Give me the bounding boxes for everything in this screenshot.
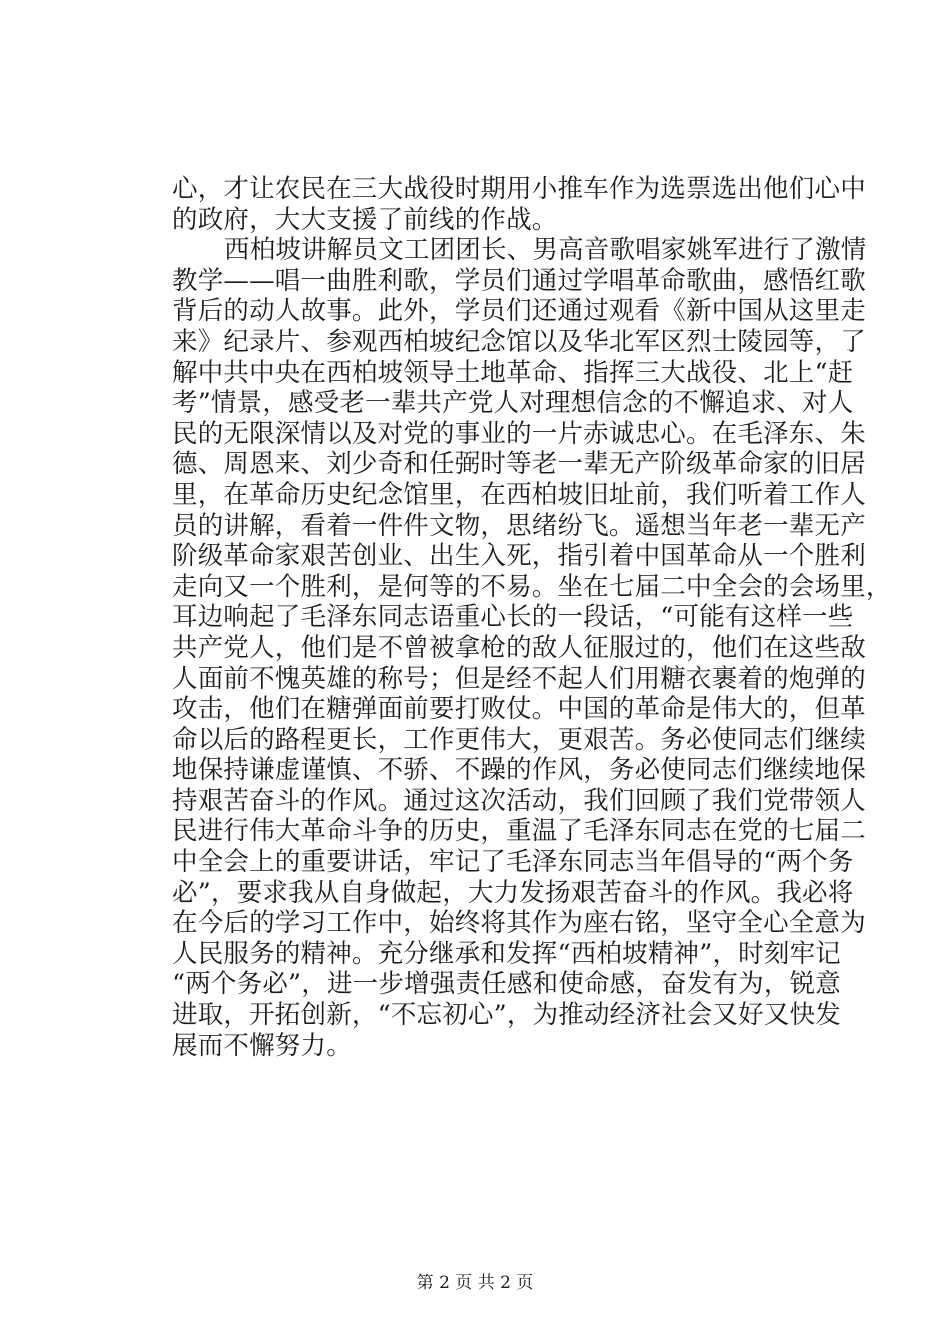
text-line: 民的无限深情以及对党的事业的一片赤诚忠心。在毛泽东、朱 xyxy=(172,418,866,449)
text-line: 展而不懈努力。 xyxy=(172,1030,352,1061)
text-line: 地保持谦虚谨慎、不骄、不躁的作风，务必使同志们继续地保 xyxy=(172,755,866,786)
text-line: 进取，开拓创新，“不忘初心”，为推动经济社会又好又快发 xyxy=(172,1000,841,1031)
text-line: 员的讲解，看着一件件文物，思绪纷飞。遥想当年老一辈无产 xyxy=(172,510,866,541)
text-line: 解中共中央在西柏坡领导土地革命、指挥三大战役、北上“赶 xyxy=(172,357,854,388)
text-line: 走向又一个胜利，是何等的不易。坐在七届二中全会的会场里， xyxy=(172,571,892,602)
text-line: 攻击，他们在糖弹面前要打败仗。中国的革命是伟大的，但革 xyxy=(172,694,866,725)
text-line: 心，才让农民在三大战役时期用小推车作为选票选出他们心中 xyxy=(172,174,866,204)
text-line: 必”，要求我从自身做起，大力发扬艰苦奋斗的作风。我必将 xyxy=(172,877,854,908)
text-line: 人民服务的精神。充分继承和发挥“西柏坡精神”，时刻牢记 xyxy=(172,938,841,969)
text-line: 持艰苦奋斗的作风。通过这次活动，我们回顾了我们党带领人 xyxy=(172,785,866,816)
text-line: 共产党人，他们是不曾被拿枪的敌人征服过的，他们在这些敌 xyxy=(172,632,866,663)
paragraph xyxy=(172,235,892,1061)
text-line: 来》纪录片、参观西柏坡纪念馆以及华北军区烈士陵园等，了 xyxy=(172,326,866,357)
text-line: 中全会上的重要讲话，牢记了毛泽东同志当年倡导的“两个务 xyxy=(172,847,854,878)
text-line: 德、周恩来、刘少奇和任弼时等老一辈无产阶级革命家的旧居 xyxy=(172,449,866,480)
text-line: 人面前不愧英雄的称号；但是经不起人们用糖衣裹着的炮弹的 xyxy=(172,663,866,694)
text-line: 阶级革命家艰苦创业、出生入死，指引着中国革命从一个胜利 xyxy=(172,541,866,572)
text-line: “两个务必”，进一步增强责任感和使命感，奋发有为，锐意 xyxy=(172,969,841,1000)
paragraph xyxy=(172,174,866,235)
page-footer: 第 2 页 共 2 页 xyxy=(416,1273,534,1293)
text-line: 考”情景，感受老一辈共产党人对理想信念的不懈追求、对人 xyxy=(172,388,854,419)
text-line: 里，在革命历史纪念馆里，在西柏坡旧址前，我们听着工作人 xyxy=(172,479,866,510)
text-line: 耳边响起了毛泽东同志语重心长的一段话，“可能有这样一些 xyxy=(172,602,854,633)
document-body xyxy=(172,174,892,1061)
text-line: 背后的动人故事。此外，学员们还通过观看《新中国从这里走 xyxy=(172,296,866,327)
text-line: 西柏坡讲解员文工团团长、男高音歌唱家姚军进行了激情 xyxy=(224,235,867,266)
text-line: 在今后的学习工作中，始终将其作为座右铭，坚守全心全意为 xyxy=(172,908,866,939)
text-line: 命以后的路程更长，工作更伟大，更艰苦。务必使同志们继续 xyxy=(172,724,866,755)
text-line: 教学——唱一曲胜利歌，学员们通过学唱革命歌曲，感悟红歌 xyxy=(172,265,866,296)
text-line: 的政府，大大支援了前线的作战。 xyxy=(172,204,558,235)
text-line: 民进行伟大革命斗争的历史，重温了毛泽东同志在党的七届二 xyxy=(172,816,866,847)
